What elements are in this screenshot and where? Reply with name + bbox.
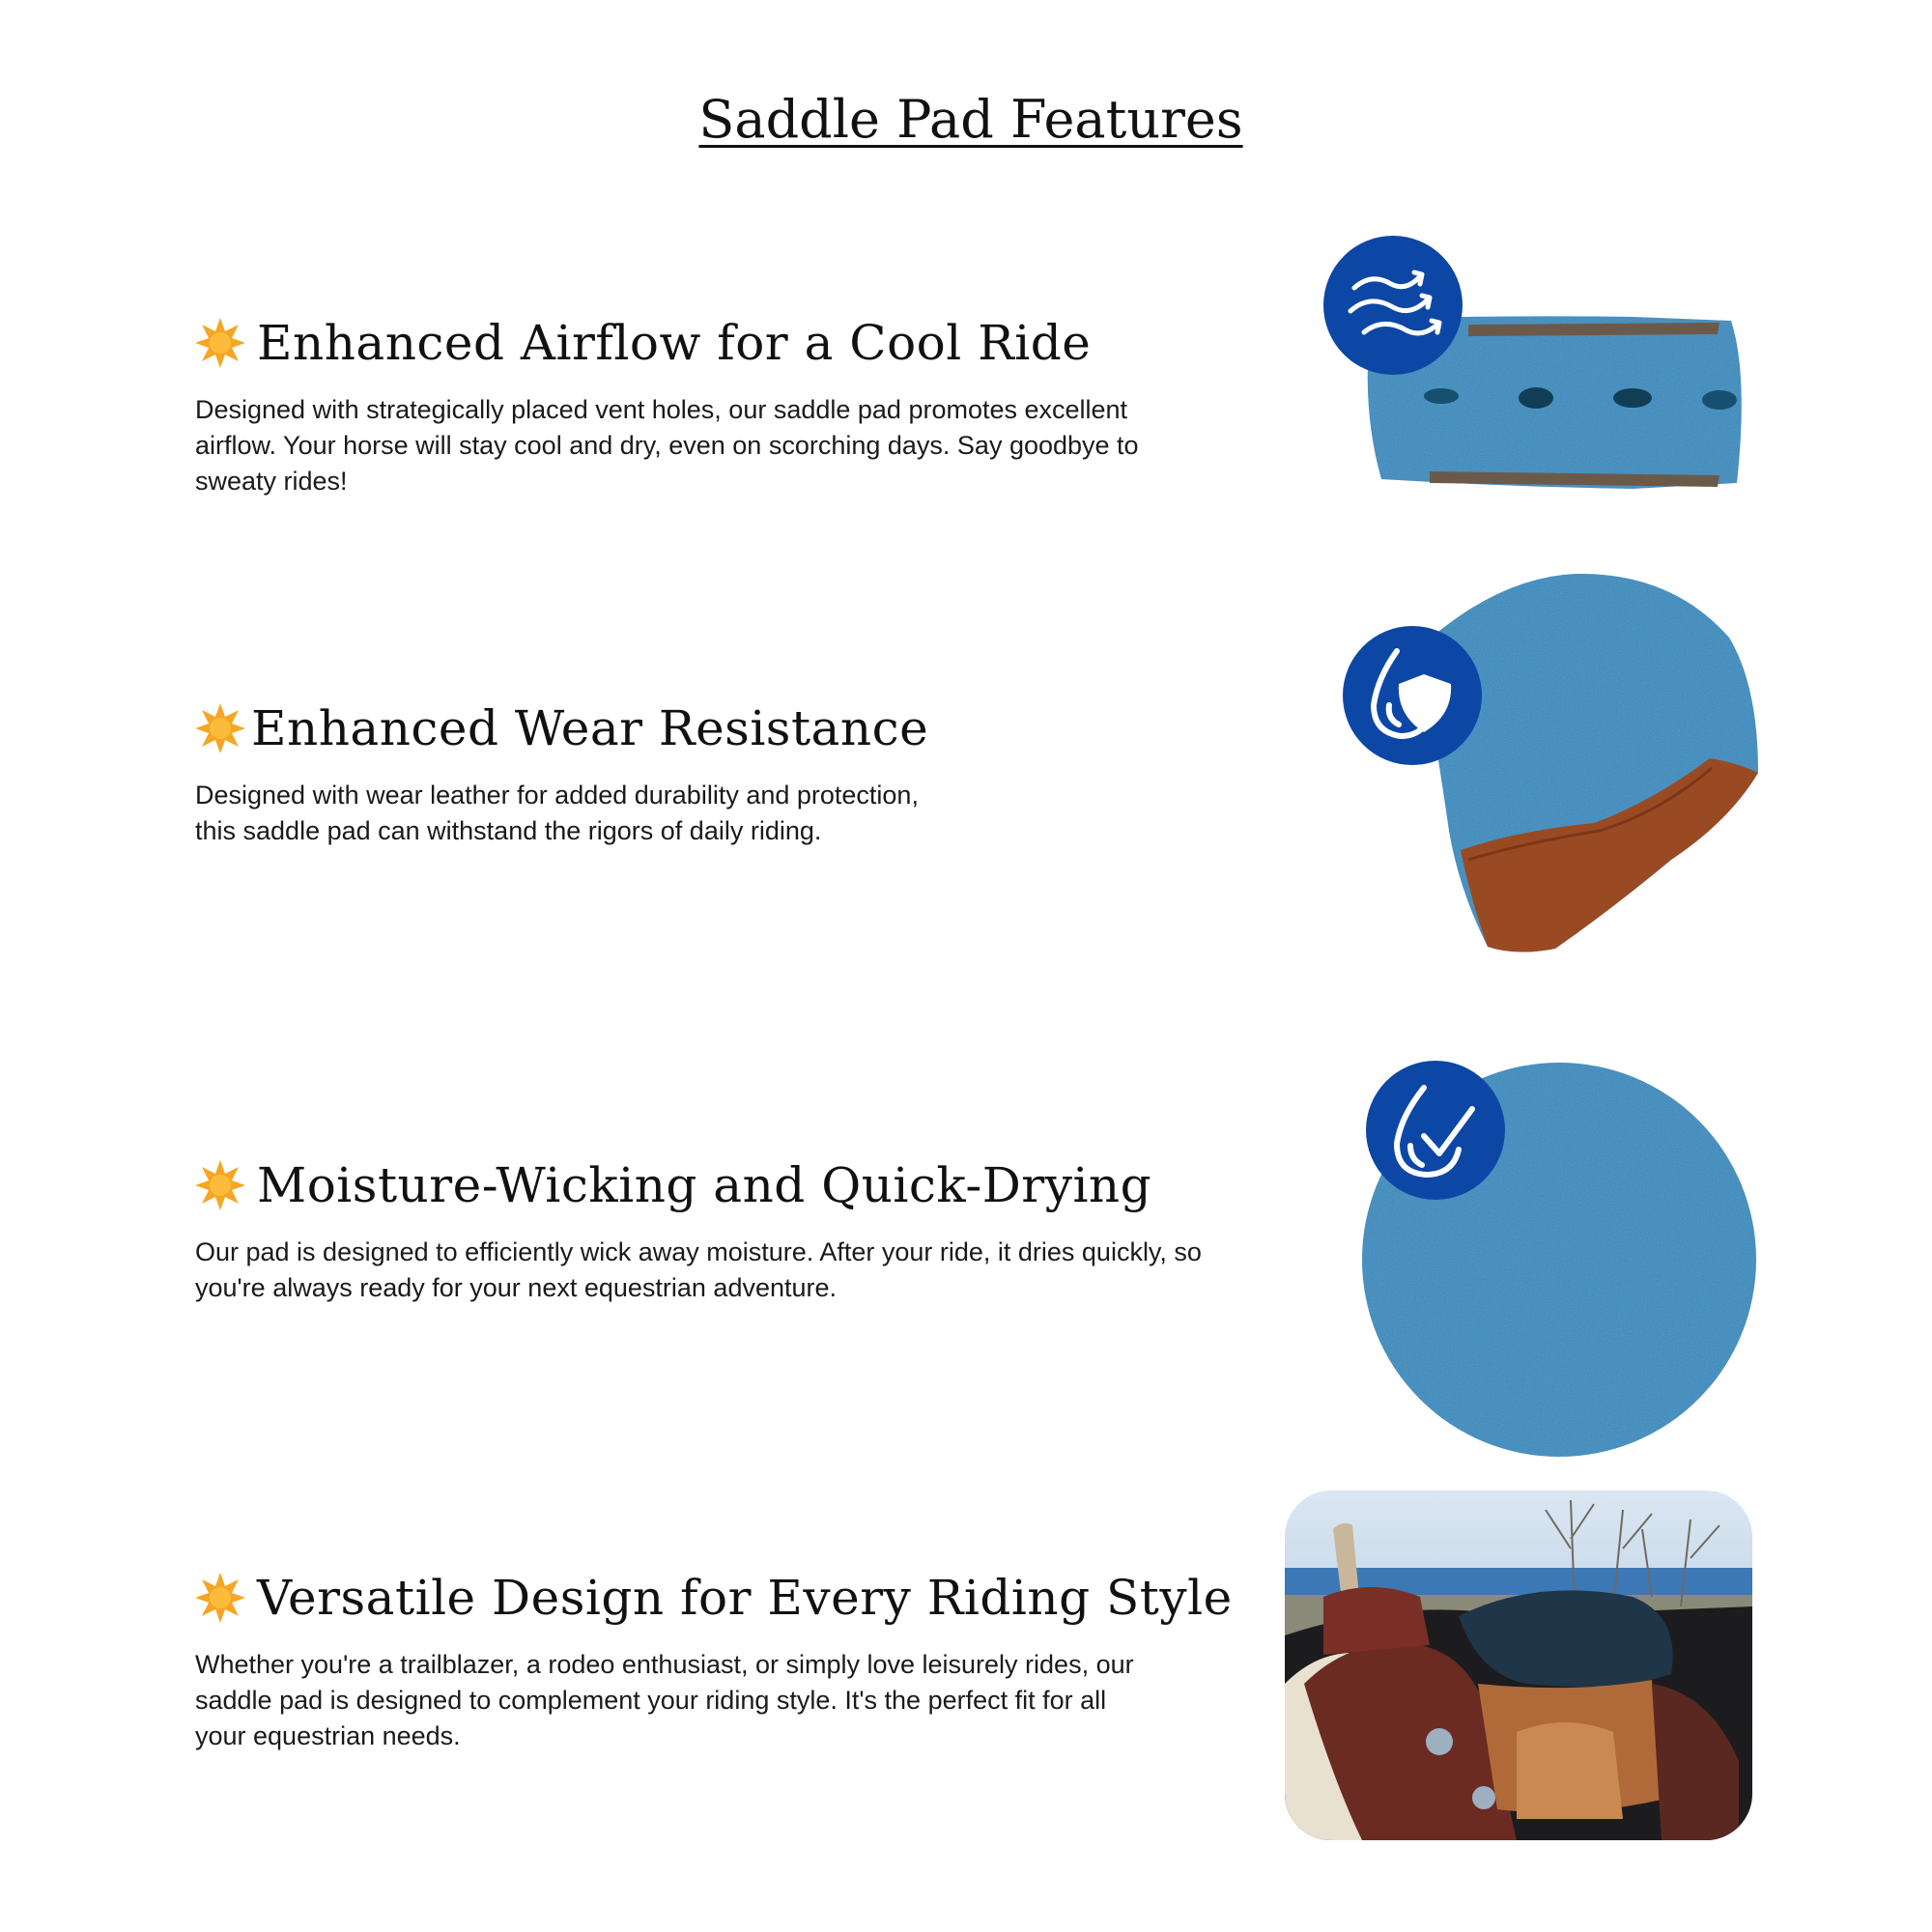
feature-wear-resistance (193, 700, 958, 849)
western-saddle-photo (1285, 1491, 1752, 1840)
vented-saddle-pad-image (1314, 230, 1758, 510)
feature-heading (193, 1157, 1258, 1213)
feature-heading (193, 700, 958, 756)
feature-heading (193, 315, 1151, 371)
feature-moisture-wicking (193, 1157, 1258, 1306)
feature-heading-text: Moisture-Wicking and Quick-Drying (257, 1157, 1152, 1213)
feature-heading-text: Enhanced Airflow for a Cool Ride (257, 315, 1092, 371)
saddle-pad-wear-leather-image (1323, 570, 1768, 966)
feature-description: Designed with strategically placed vent holes, our saddle pad promotes excellent airflow. Your horse will stay cool and dry, even on scorching days. Say goodbye to sweaty rides! (195, 395, 1139, 496)
feature-airflow (193, 315, 1151, 499)
feature-heading-text: Enhanced Wear Resistance (251, 700, 929, 756)
feature-description: Our pad is designed to efficiently wick away moisture. After your ride, it dries quickly, so you're always ready for your next equestrian adventure. (195, 1237, 1202, 1302)
sun-star-icon (193, 316, 247, 370)
sun-star-icon (193, 701, 247, 755)
feature-heading (193, 1570, 1233, 1626)
sun-star-icon (193, 1158, 247, 1212)
feature-description: Designed with wear leather for added durability and protection, this saddle pad can withstand the rigors of daily riding. (195, 781, 919, 845)
feature-versatile-design (193, 1570, 1233, 1754)
feature-heading-text: Versatile Design for Every Riding Style (257, 1570, 1233, 1626)
moisture-badge (1366, 1061, 1505, 1200)
sun-star-icon (193, 1571, 247, 1625)
felt-texture-image (1352, 1053, 1758, 1459)
page-title: Saddle Pad Features (698, 89, 1243, 150)
feature-description: Whether you're a trailblazer, a rodeo enthusiast, or simply love leisurely rides, our saddle pad is designed to complement your riding style. It's the perfect fit for all your equestrian needs. (195, 1650, 1134, 1750)
